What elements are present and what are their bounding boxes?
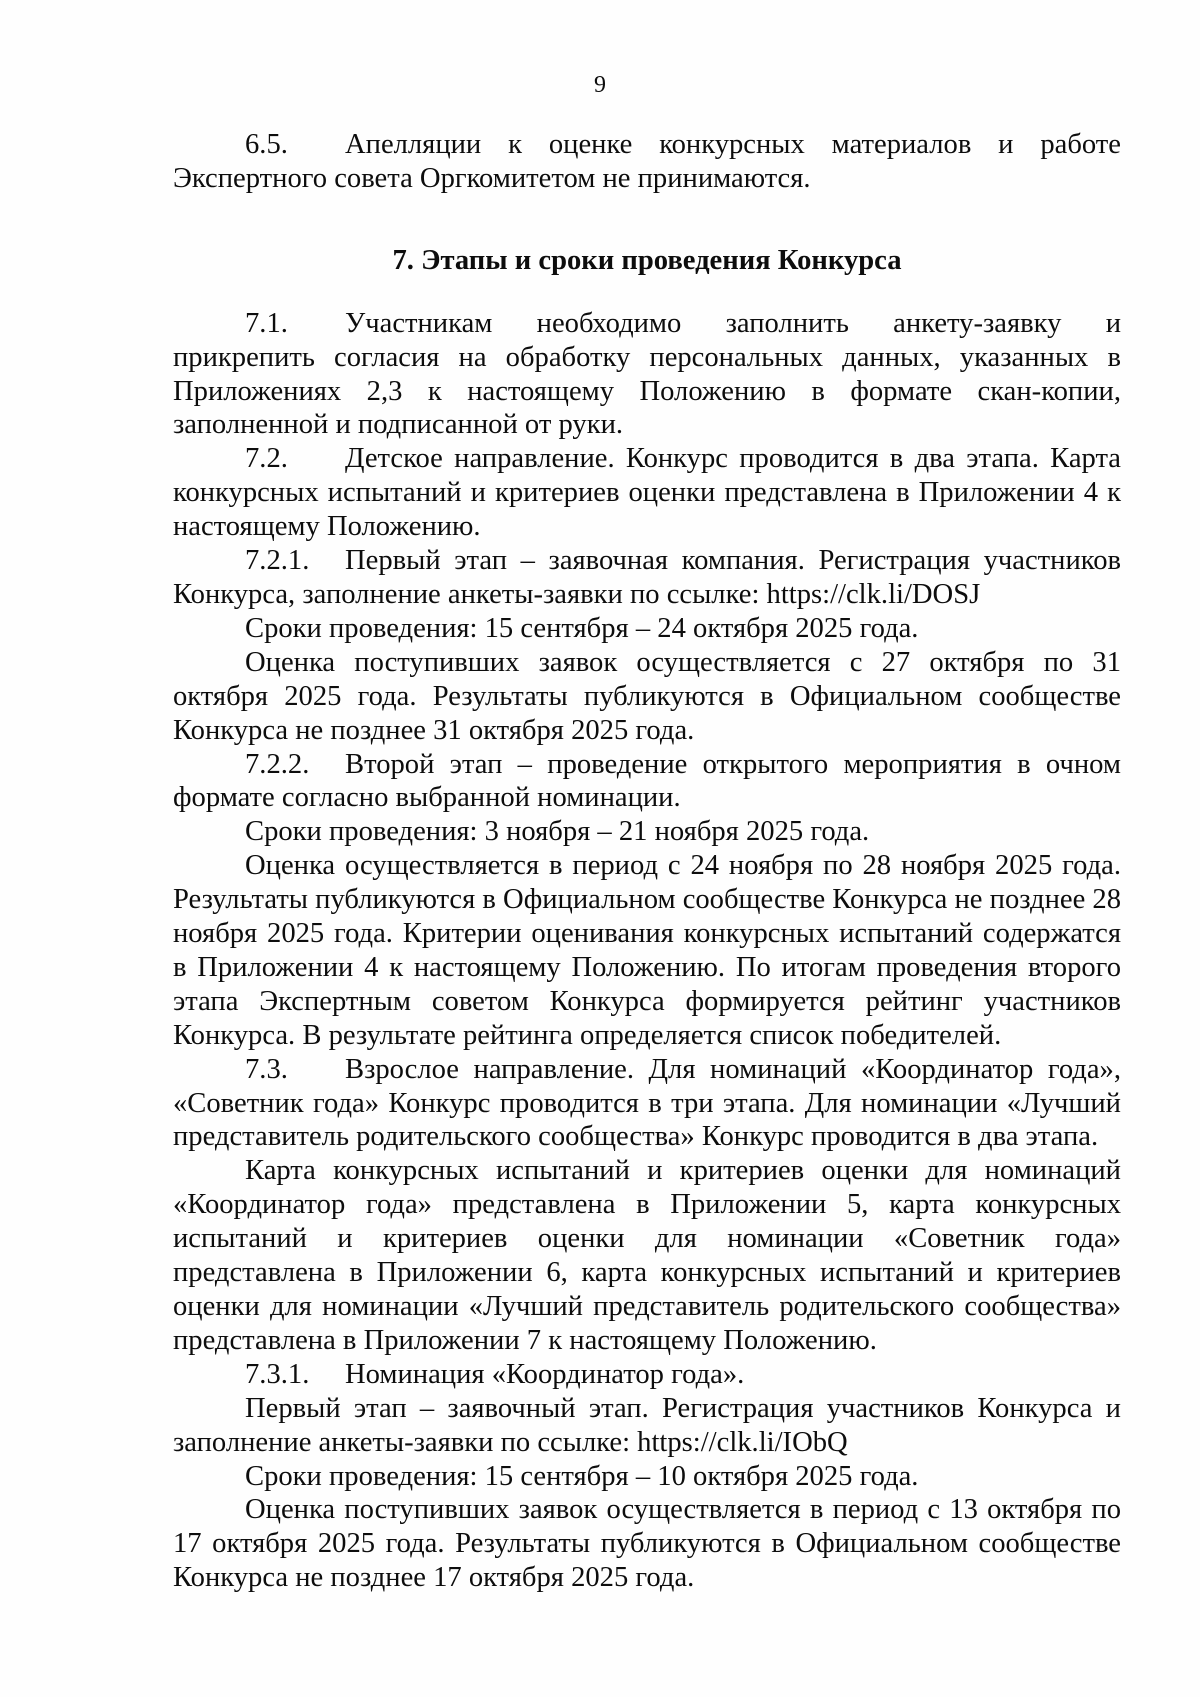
paragraph-7-2-1-dates: Сроки проведения: 15 сентября – 24 октября 2025 года. (245, 612, 919, 644)
paragraph-7-3-1-stage-one: Первый этап – заявочный этап. Регистрация участников Конкурса и заполнение анкеты-заявки по ссылке: https://clk.li/IObQ (173, 1392, 1121, 1458)
paragraph-7-2-1-evaluation: Оценка поступивших заявок осуществляется с 27 октября по 31 октября 2025 года. Результаты публикуются в Официальном сообществе Конкурса не позднее 31 октября 2025 года. (173, 646, 1121, 746)
paragraph-number: 7.3. (245, 1053, 288, 1085)
paragraph-6-5 (173, 128, 1121, 196)
paragraph-7-2-2 (173, 748, 1121, 816)
paragraph-7-3-map: Карта конкурсных испытаний и критериев оценки для номинаций «Координатор года» представлена в Приложении 5, карта конкурсных испытаний и критериев оценки для номинации «Советник года» представлена в Приложении 6, карта конкурсных испытаний и критериев оценки для номинации «Лучший представитель родительского сообщества» представлена в Приложении 7 к настоящему Положению. (173, 1155, 1121, 1356)
paragraph-7-3-1-dates: Сроки проведения: 15 сентября – 10 октября 2025 года. (245, 1460, 919, 1492)
paragraph-text: Участникам необходимо заполнить анкету-заявку и прикрепить согласия на обработку персональных данных, указанных в Приложениях 2,3 к настоящему Положению в формате скан-копии, заполненной и подписанной от руки. (173, 307, 1121, 441)
paragraph-7-2-2-evaluation: Оценка осуществляется в период с 24 ноября по 28 ноября 2025 года. Результаты публикуются в Официальном сообществе Конкурса не позднее 28 ноября 2025 года. Критерии оценивания конкурсных испытаний содержатся в Приложении 4 к настоящему Положению. По итогам проведения второго этапа Экспертным советом Конкурса формируется рейтинг участников Конкурса. В результате рейтинга определяется список победителей. (173, 850, 1122, 1051)
paragraph-number: 7.2.2. (245, 748, 310, 780)
section-title: 7. Этапы и сроки проведения Конкурса (392, 244, 902, 276)
paragraph-text: Взрослое направление. Для номинаций «Координатор года», «Советник года» Конкурс проводится в три этапа. Для номинации «Лучший представитель родительского сообщества» Конкурс проводится в два этапа. (173, 1053, 1121, 1153)
paragraph-7-3-1-evaluation: Оценка поступивших заявок осуществляется в период с 13 октября по 17 октября 2025 года. Результаты публикуются в Официальном сообществе Конкурса не позднее 17 октября 2025 года. (173, 1494, 1121, 1594)
paragraph-number: 7.2.1. (245, 545, 310, 577)
paragraph-text: Апелляции к оценке конкурсных материалов и работе Экспертного совета Оргкомитетом не принимаются. (173, 129, 1121, 194)
page-number: 9 (594, 72, 606, 98)
paragraph-7-1 (173, 307, 1121, 443)
paragraph-7-2-2-dates: Сроки проведения: 3 ноября – 21 ноября 2025 года. (245, 816, 870, 848)
paragraph-7-2 (173, 442, 1121, 544)
paragraph-text: Номинация «Координатор года». (345, 1358, 745, 1390)
document-body (173, 128, 1121, 1595)
paragraph-7-3-1 (173, 1358, 1121, 1392)
paragraph-7-2-1 (173, 544, 1121, 612)
paragraph-text: Первый этап – заявочная компания. Регистрация участников Конкурса, заполнение анкеты-заявки по ссылке: https://clk.li/DOSJ (173, 545, 1121, 610)
paragraph-text: Детское направление. Конкурс проводится в два этапа. Карта конкурсных испытаний и критериев оценки представлена в Приложении 4 к настоящему Положению. (173, 443, 1121, 543)
paragraph-text: Второй этап – проведение открытого мероприятия в очном формате согласно выбранной номинации. (173, 748, 1121, 814)
paragraph-number: 7.1. (245, 307, 288, 339)
paragraph-number: 7.2. (245, 443, 288, 475)
paragraph-number: 7.3.1. (245, 1358, 310, 1390)
paragraph-number: 6.5. (245, 129, 288, 160)
paragraph-7-3 (173, 1053, 1121, 1155)
